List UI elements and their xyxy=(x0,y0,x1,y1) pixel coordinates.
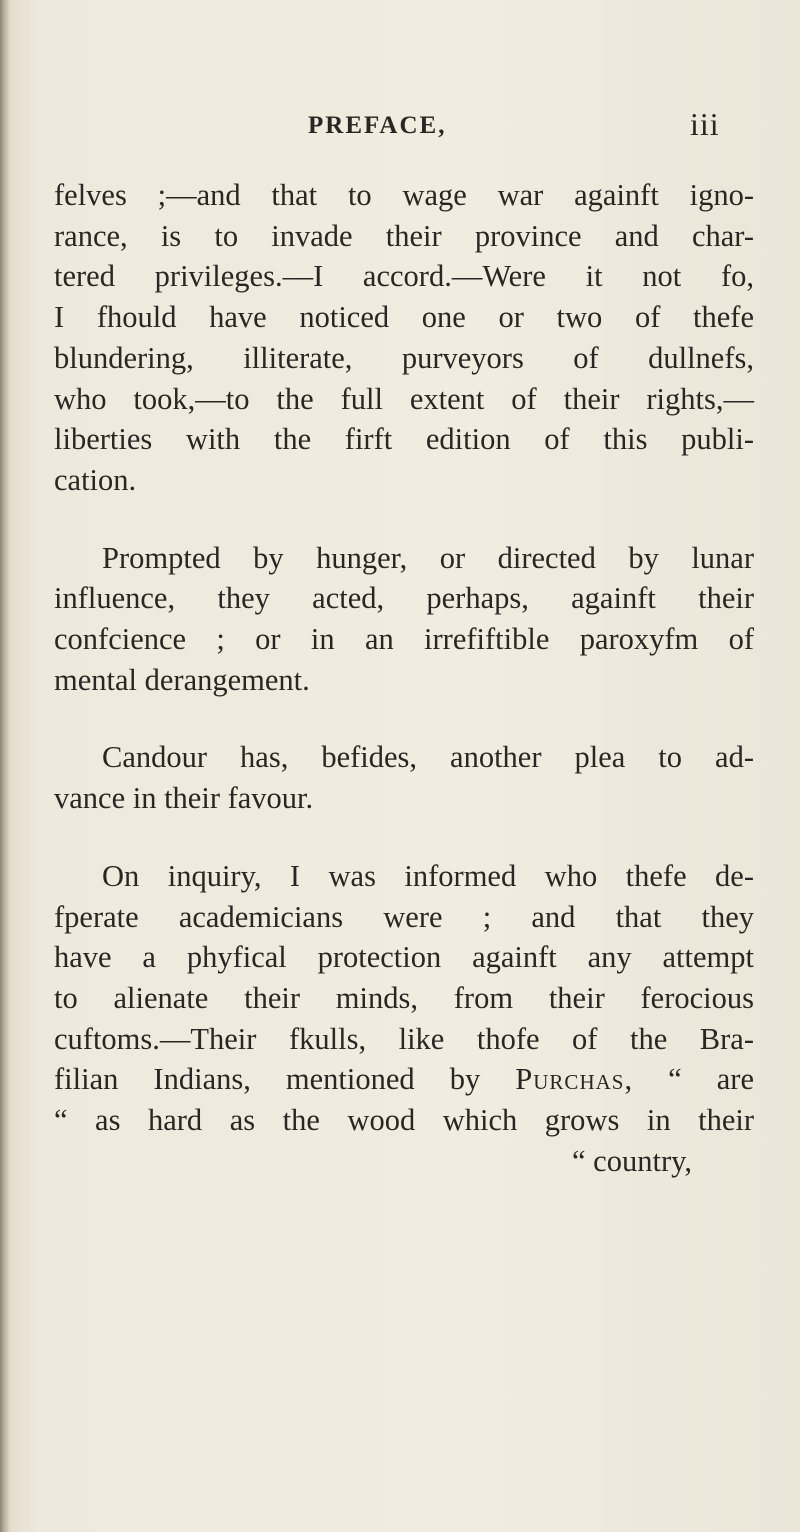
text-line: blundering, illiterate, purveyors of dullnefs, xyxy=(54,340,754,375)
author-name: Purchas, xyxy=(515,1062,634,1097)
text-line: “ as hard as the wood which grows in their xyxy=(54,1103,754,1138)
body-text xyxy=(54,175,754,1218)
text-line: to alienate their minds, from their ferocious xyxy=(54,980,754,1015)
text-line: cation. xyxy=(54,462,137,497)
catchword: “ country, xyxy=(572,1143,692,1178)
text-line: I fhould have noticed one or two of thefe xyxy=(54,300,754,335)
running-head-title: PREFACE, xyxy=(308,112,447,139)
text-line: fperate academicians were ; and that they xyxy=(54,899,754,934)
text-line-with-author xyxy=(54,1059,754,1100)
text-line: liberties with the firft edition of this publi- xyxy=(54,422,754,457)
text-line: rance, is to invade their province and char- xyxy=(54,218,754,253)
text-line: Candour has, befides, another plea to ad- xyxy=(102,740,754,775)
text-fragment: “ are xyxy=(633,1062,754,1097)
text-line: On inquiry, I was informed who thefe de- xyxy=(102,858,754,893)
paragraph-2 xyxy=(54,538,754,701)
binding-gutter-shadow xyxy=(0,0,10,1532)
text-line: have a phyfical protection againft any attempt xyxy=(54,940,754,975)
text-line: confcience ; or in an irrefiftible paroxyfm of xyxy=(54,622,754,657)
running-head xyxy=(0,100,800,140)
text-line: vance in their favour. xyxy=(54,781,314,816)
text-line: Prompted by hunger, or directed by lunar xyxy=(102,540,754,575)
paragraph-4 xyxy=(54,856,754,1182)
text-line: mental derangement. xyxy=(54,662,310,697)
paragraph-3 xyxy=(54,737,754,818)
text-line: influence, they acted, perhaps, againft their xyxy=(54,581,754,616)
paragraph-1 xyxy=(54,175,754,501)
text-line: who took,—to the full extent of their rights,— xyxy=(54,381,754,416)
text-fragment: filian Indians, mentioned by xyxy=(54,1062,516,1097)
text-line: cuftoms.—Their fkulls, like thofe of the Bra- xyxy=(54,1021,754,1056)
text-line: felves ;—and that to wage war againft igno- xyxy=(54,178,754,212)
page-number: iii xyxy=(690,106,720,142)
text-line: tered privileges.—I accord.—Were it not fo, xyxy=(54,259,754,294)
